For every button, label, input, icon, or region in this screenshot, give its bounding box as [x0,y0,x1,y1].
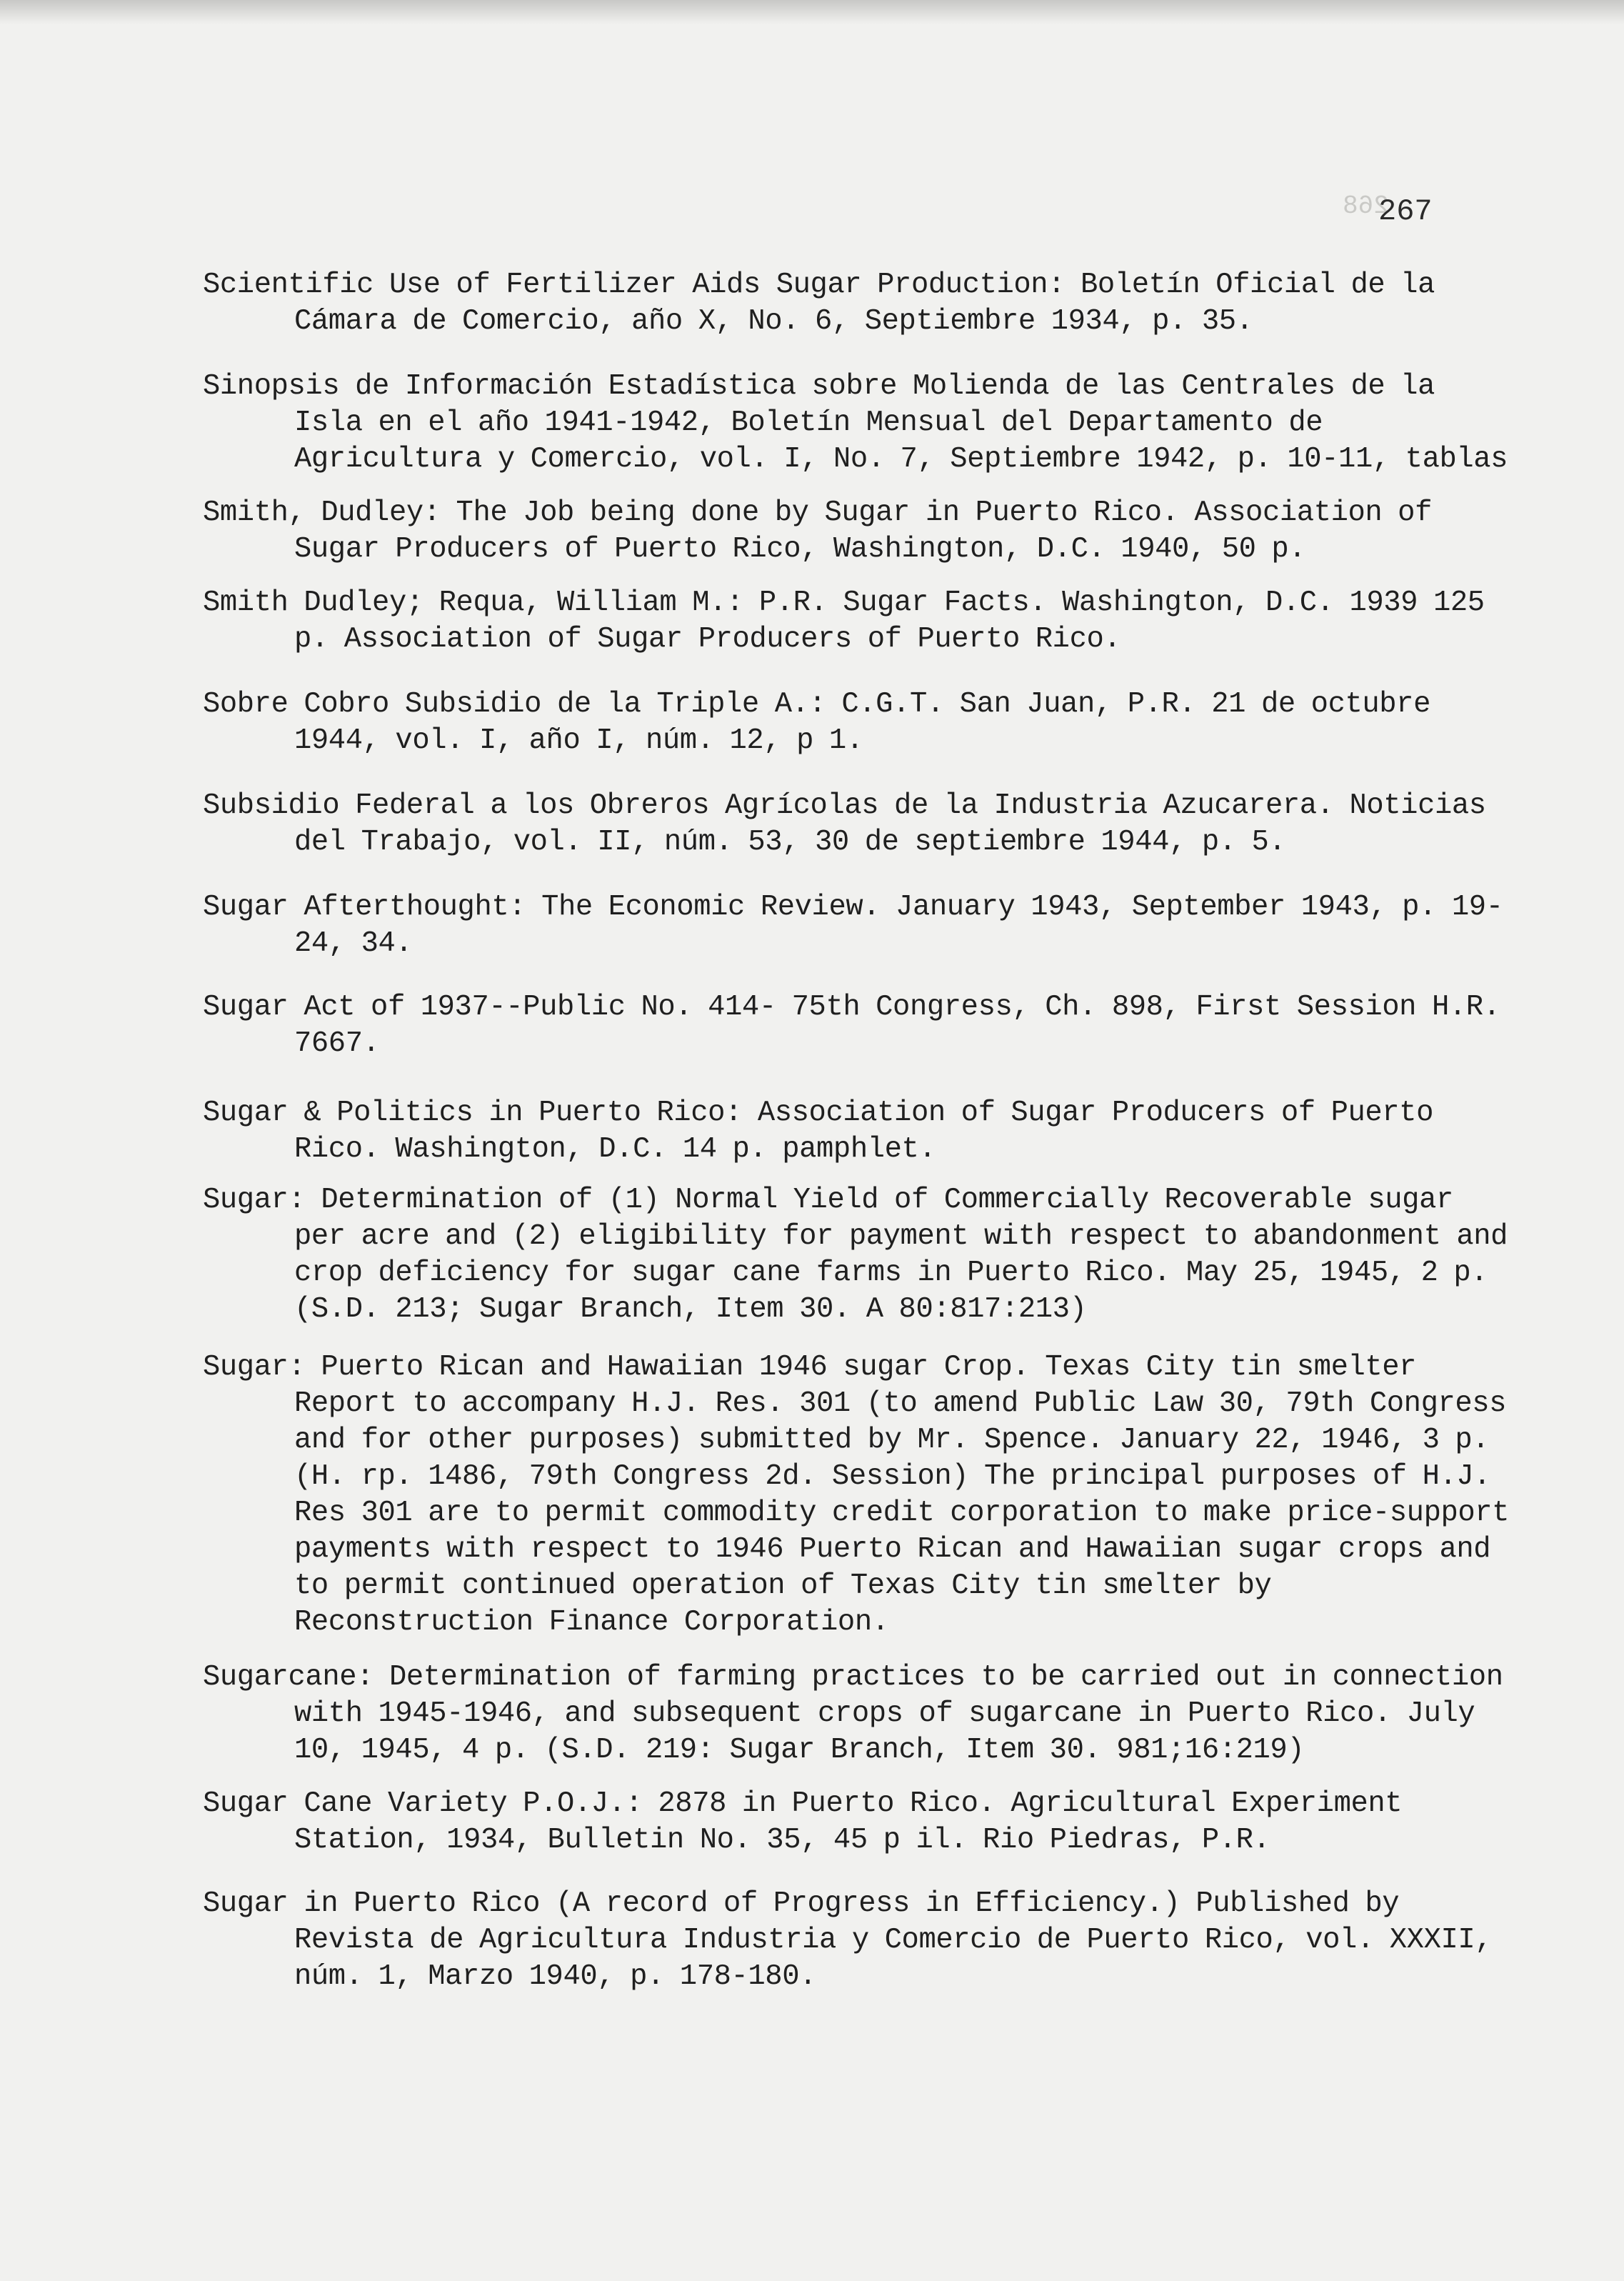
bibliography-entry: Sugar: Determination of (1) Normal Yield of Commercially Recoverable sugar per acre and (2) eligibility for payment with respect to abandonment and crop deficiency for sugar cane farms in Puerto Rico. May 25, 1945, 2 p. (S.D. 213; Sugar Branch, Item 30. A 80:817:213) [203,1184,1508,1326]
bibliography-entry: Sugar Cane Variety P.O.J.: 2878 in Puerto Rico. Agricultural Experiment Station, 1934, Bulletin No. 35, 45 p il. Rio Piedras, P.R. [203,1787,1403,1857]
bibliography-entry: Scientific Use of Fertilizer Aids Sugar Production: Boletín Oficial de la Cámara de Comercio, año X, No. 6, Septiembre 1934, p. 35. [203,269,1435,338]
bibliography-entry: Subsidio Federal a los Obreros Agrícolas de la Industria Azucarera. Noticias del Trabajo, vol. II, núm. 53, 30 de septiembre 1944, p. 5. [203,789,1486,859]
bibliography-entry: Sinopsis de Información Estadística sobre Molienda de las Centrales de la Isla en el año 1941-1942, Boletín Mensual del Departamento de Agricultura y Comercio, vol. I, No. 7, Septiembre 1942, p. 10-11, tablas [203,370,1508,476]
bibliography-entry: Sugar & Politics in Puerto Rico: Association of Sugar Producers of Puerto Rico. Washington, D.C. 14 p. pamphlet. [203,1097,1433,1166]
show-through-page-number: 268 [1343,191,1389,221]
bibliography-entry: Smith Dudley; Requa, William M.: P.R. Sugar Facts. Washington, D.C. 1939 125 p. Association of Sugar Producers of Puerto Rico. [203,587,1485,656]
page-top-edge [0,0,1624,24]
bibliography-entry: Sugar in Puerto Rico (A record of Progress in Efficiency.) Published by Revista de Agricultura Industria y Comercio de Puerto Rico, vol. XXXII, núm. 1, Marzo 1940, p. 178-180. [203,1887,1493,1993]
page-number: 267 [1378,194,1433,229]
bibliography-entry: Sugar Act of 1937--Public No. 414- 75th Congress, Ch. 898, First Session H.R. 7667. [203,991,1500,1060]
bibliography-entry: Sobre Cobro Subsidio de la Triple A.: C.G.T. San Juan, P.R. 21 de octubre 1944, vol. I, año I, núm. 12, p 1. [203,688,1430,757]
bibliography-entry: Sugar Afterthought: The Economic Review. January 1943, September 1943, p. 19-24, 34. [203,891,1503,960]
bibliography-entry: Smith, Dudley: The Job being done by Sugar in Puerto Rico. Association of Sugar Producers of Puerto Rico, Washington, D.C. 1940, 50 p. [203,496,1432,566]
bibliography-list [203,267,1510,1995]
bibliography-entry: Sugarcane: Determination of farming practices to be carried out in connection with 1945-1946, and subsequent crops of sugarcane in Puerto Rico. July 10, 1945, 4 p. (S.D. 219: Sugar Branch, Item 30. 981;16:219) [203,1661,1503,1767]
bibliography-entry: Sugar: Puerto Rican and Hawaiian 1946 sugar Crop. Texas City tin smelter Report to accompany H.J. Res. 301 (to amend Public Law 30, 79th Congress and for other purposes) submitted by Mr. Spence. January 22, 1946, 3 p. (H. rp. 1486, 79th Congress 2d. Session) The principal purposes of H.J. Res 301 are to permit commodity credit corporation to make price-support payments with respect to 1946 Puerto Rican and Hawaiian sugar crops and to permit continued operation of Texas City tin smelter by Reconstruction Finance Corporation. [203,1351,1510,1639]
